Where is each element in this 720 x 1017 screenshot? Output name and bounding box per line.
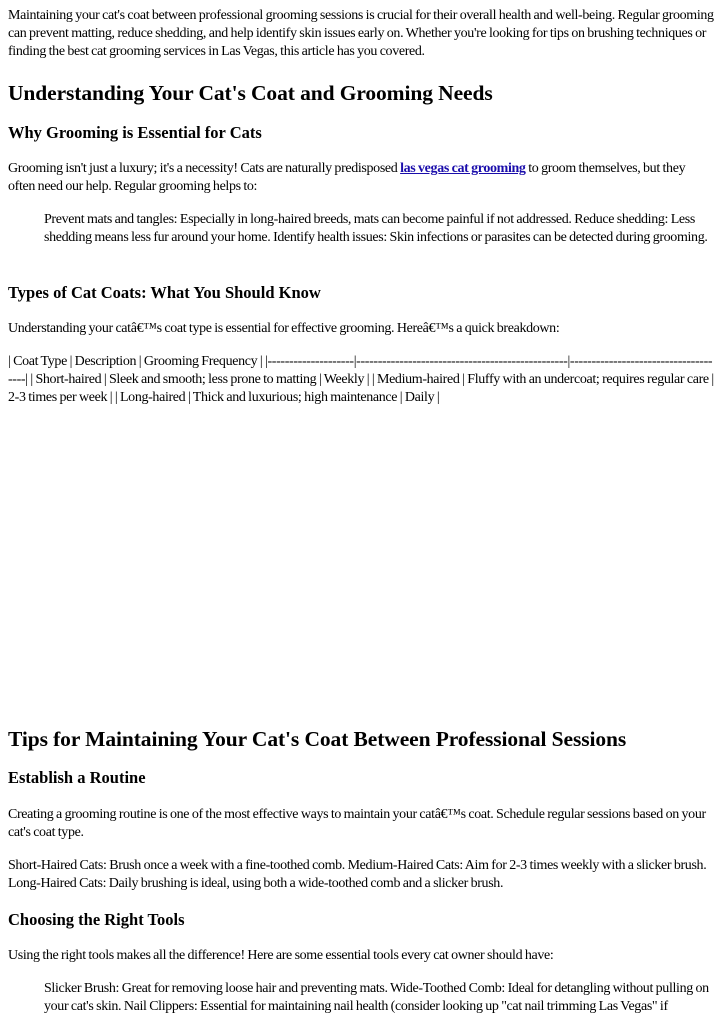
las-vegas-cat-grooming-link[interactable]: las vegas cat grooming xyxy=(400,161,526,176)
coat-types-paragraph: Understanding your catâ€™s coat type is essential for effective grooming. Hereâ€™s a quick breakdown: xyxy=(8,321,560,336)
grooming-benefits-text: Prevent mats and tangles: Especially in long-haired breeds, mats can become painful if not addressed. Reduce shedding: Less shedding means less fur around your home. Identify health issues: Skin infections or parasites can be detected during grooming. xyxy=(44,212,708,245)
subheading-why-grooming: Why Grooming is Essential for Cats xyxy=(8,123,262,142)
subheading-routine: Establish a Routine xyxy=(8,768,146,787)
section-heading-tips: Tips for Maintaining Your Cat's Coat Between Professional Sessions xyxy=(8,727,627,751)
subheading-coat-types: Types of Cat Coats: What You Should Know xyxy=(8,283,321,302)
why-text-before: Grooming isn't just a luxury; it's a necessity! Cats are naturally predisposed xyxy=(8,161,401,176)
section-heading-understanding: Understanding Your Cat's Coat and Grooming Needs xyxy=(8,81,493,105)
coat-types-markdown-table: | Coat Type | Description | Grooming Frequency | |--------------------|-------------------------------------------------|-------------------------------------| | Short-haired | Sleek and smooth; less prone to matting | Weekly | | Medium-haired | Fluffy with an undercoat; requires regular care | 2-3 times per week | | Long-haired | Thick and luxurious; high maintenance | Daily | xyxy=(8,354,714,405)
tools-list-text: Slicker Brush: Great for removing loose hair and preventing mats. Wide-Toothed Comb: Ideal for detangling without pulling on your cat's skin. Nail Clippers: Essential for maintaining nail health (consider looking up "cat nail trimming Las Vegas" if xyxy=(44,981,709,1014)
why-text-after: to groom themselves, but they often need our help. Regular grooming helps to: xyxy=(8,161,686,194)
intro-paragraph: Maintaining your cat's coat between professional grooming sessions is crucial for their overall health and well-being. Regular grooming can prevent matting, reduce shedding, and help identify skin issues early on. Whether you're looking for tips on brushing techniques or finding the best cat grooming services in Las Vegas, this article has you covered. xyxy=(8,8,714,59)
why-grooming-paragraph xyxy=(8,160,714,196)
tools-paragraph: Using the right tools makes all the difference! Here are some essential tools every cat owner should have: xyxy=(8,948,554,963)
tools-list-quote xyxy=(44,980,714,1016)
grooming-benefits-quote xyxy=(44,211,714,247)
routine-paragraph: Creating a grooming routine is one of the most effective ways to maintain your catâ€™s coat. Schedule regular sessions based on your cat's coat type. xyxy=(8,807,706,840)
routine-by-coat-paragraph: Short-Haired Cats: Brush once a week with a fine-toothed comb. Medium-Haired Cats: Aim for 2-3 times weekly with a slicker brush. Long-Haired Cats: Daily brushing is ideal, using both a wide-toothed comb and a slicker brush. xyxy=(8,858,707,891)
subheading-tools: Choosing the Right Tools xyxy=(8,910,185,929)
